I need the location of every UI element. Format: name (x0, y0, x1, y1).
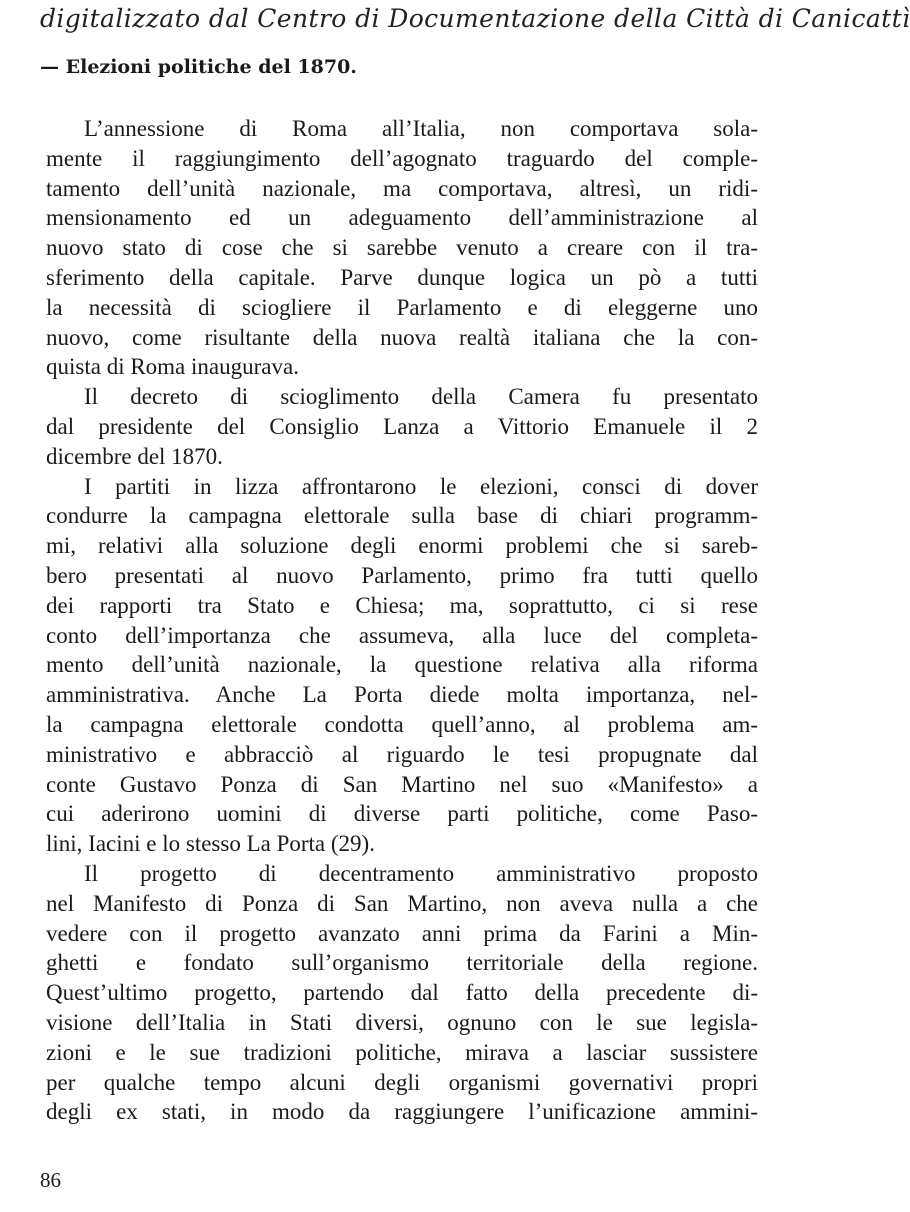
text-line: cui aderirono uomini di diverse parti politiche, come Paso- (46, 801, 758, 827)
text-line: degli ex stati, in modo da raggiungere l’unificazione ammini- (46, 1099, 758, 1125)
text-line: tamento dell’unità nazionale, ma comportava, altresì, un ridi- (46, 175, 758, 201)
text-line: conto dell’importanza che assumeva, alla luce del completa- (46, 622, 758, 648)
text-line: ministrativo e abbracciò al riguardo le tesi propugnate dal (46, 741, 758, 767)
text-line: nuovo, come risultante della nuova realtà italiana che la con- (46, 324, 758, 350)
text-line: mi, relativi alla soluzione degli enormi problemi che si sareb- (46, 533, 758, 559)
page-number: 86 (40, 1168, 61, 1192)
section-heading: — Elezioni politiche del 1870. (40, 56, 357, 78)
text-line: bero presentati al nuovo Parlamento, primo fra tutti quello (46, 562, 758, 588)
text-line: vedere con il progetto avanzato anni prima da Farini a Min- (46, 920, 758, 946)
text-line: dal presidente del Consiglio Lanza a Vittorio Emanuele il 2 (46, 413, 758, 439)
text-line: dicembre del 1870. (46, 443, 223, 469)
text-line: lini, Iacini e lo stesso La Porta (29). (46, 831, 375, 857)
text-line: per qualche tempo alcuni degli organismi governativi propri (46, 1069, 758, 1095)
paragraph (46, 859, 758, 1127)
text-line: zioni e le sue tradizioni politiche, mirava a lasciar sussistere (46, 1039, 758, 1065)
text-line: mensionamento ed un adeguamento dell’amministrazione al (46, 205, 758, 231)
text-line: dei rapporti tra Stato e Chiesa; ma, soprattutto, ci si rese (46, 592, 758, 618)
text-line: visione dell’Italia in Stati diversi, ognuno con le sue legisla- (46, 1009, 758, 1035)
digitization-watermark: digitalizzato dal Centro di Documentazione della Città di Canicattì (40, 4, 910, 33)
text-line: quista di Roma inaugurava. (46, 354, 299, 380)
body-text (46, 114, 758, 1127)
paragraph (46, 382, 758, 471)
text-line: Il progetto di decentramento amministrativo proposto (84, 860, 758, 886)
text-line: conte Gustavo Ponza di San Martino nel suo «Manifesto» a (46, 771, 758, 797)
text-line: la necessità di sciogliere il Parlamento e di eleggerne uno (46, 294, 758, 320)
text-line: la campagna elettorale condotta quell’anno, al problema am- (46, 711, 758, 737)
text-line: amministrativa. Anche La Porta diede molta importanza, nel- (46, 682, 758, 708)
text-line: Il decreto di scioglimento della Camera fu presentato (84, 384, 758, 410)
text-line: mento dell’unità nazionale, la questione relativa alla riforma (46, 652, 758, 678)
paragraph (46, 114, 758, 382)
text-line: nuovo stato di cose che si sarebbe venuto a creare con il tra- (46, 235, 758, 261)
text-line: Quest’ultimo progetto, partendo dal fatto della precedente di- (46, 980, 758, 1006)
text-line: sferimento della capitale. Parve dunque logica un pò a tutti (46, 264, 758, 290)
text-line: ghetti e fondato sull’organismo territoriale della regione. (46, 950, 758, 976)
paragraph (46, 472, 758, 859)
text-line: condurre la campagna elettorale sulla base di chiari programm- (46, 503, 758, 529)
text-line: mente il raggiungimento dell’agognato traguardo del comple- (46, 145, 758, 171)
text-line: L’annessione di Roma all’Italia, non comportava sola- (84, 116, 758, 141)
text-line: I partiti in lizza affrontarono le elezioni, consci di dover (84, 473, 758, 499)
text-line: nel Manifesto di Ponza di San Martino, non aveva nulla a che (46, 890, 758, 916)
